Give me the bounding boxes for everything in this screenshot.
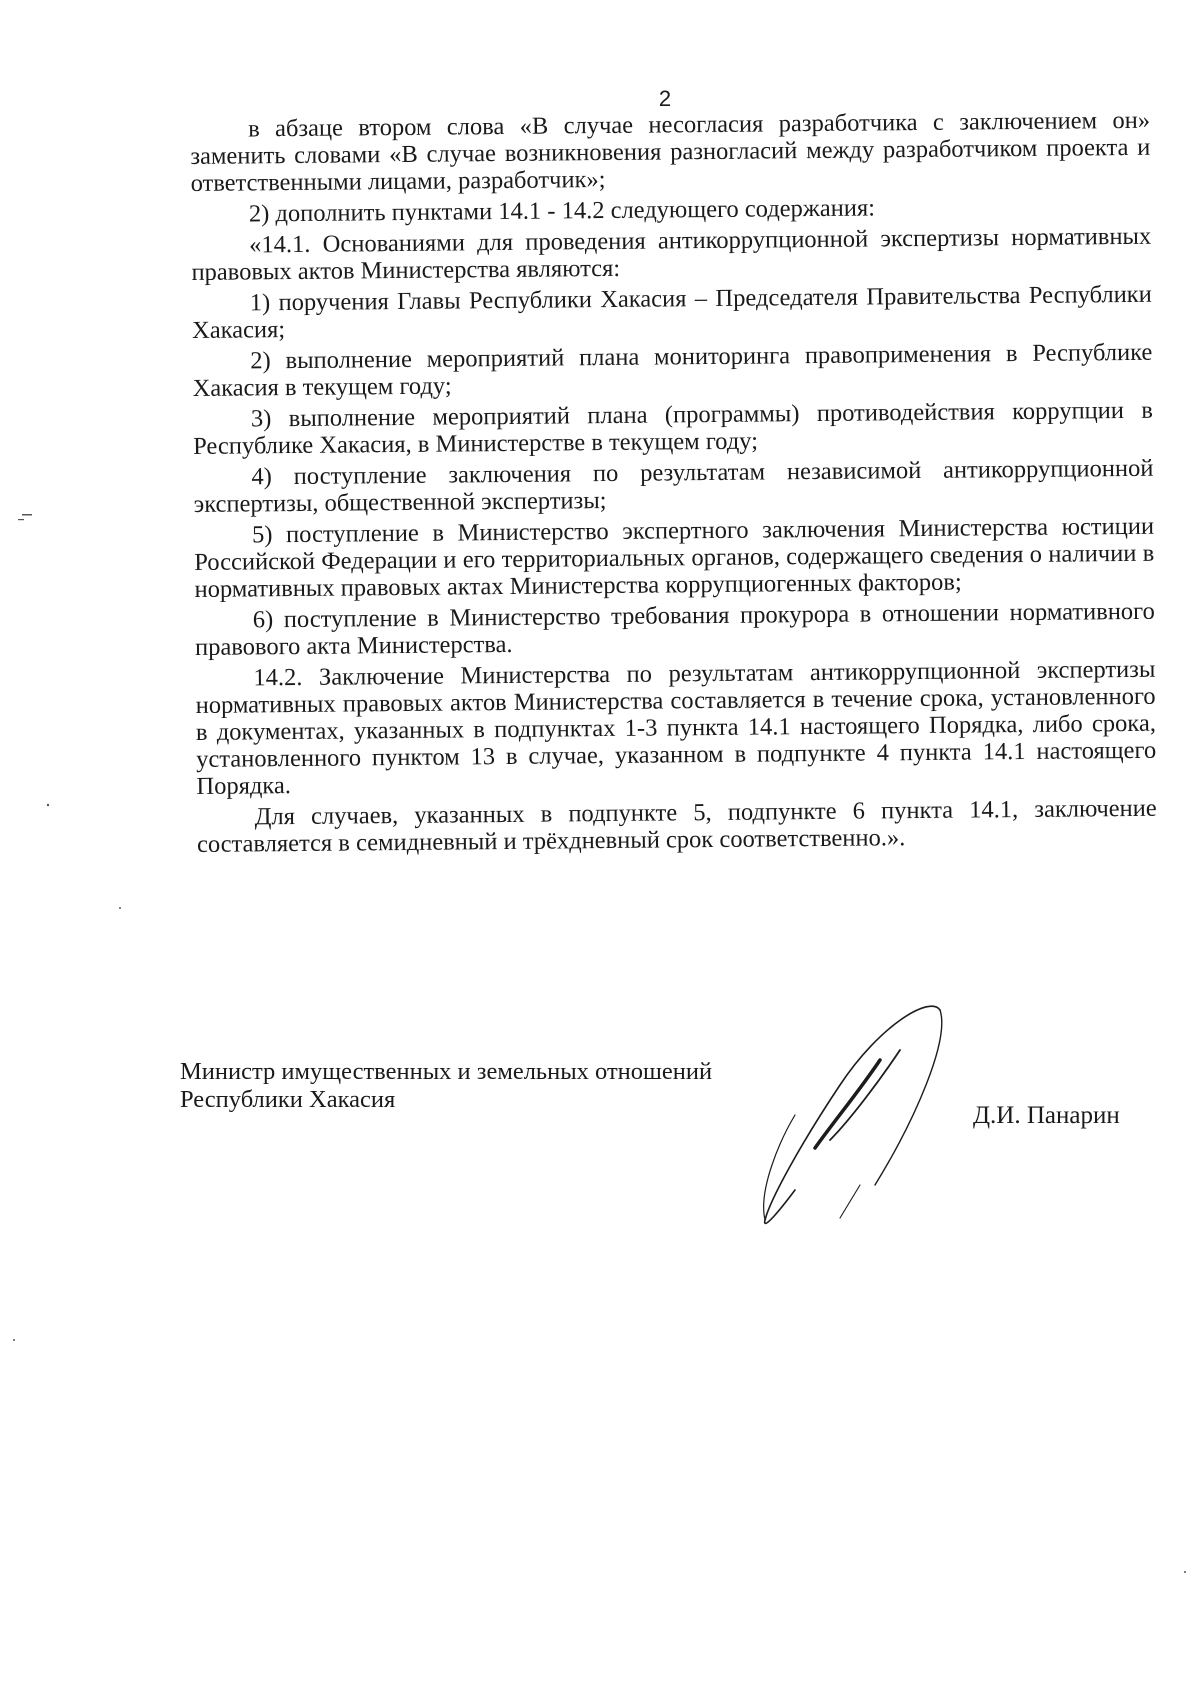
list-item-1: 1) поручения Главы Республики Хакасия – Председателя Правительства Республики Хакасия; <box>191 280 1152 344</box>
list-item-3: 3) выполнение мероприятий плана (программы) противодействия коррупции в Республике Хакасия, в Министерстве в текущем году; <box>193 396 1153 460</box>
list-item-4: 4) поступление заключения по результатам независимой антикоррупционной экспертизы, общественной экспертизы; <box>193 454 1154 518</box>
paragraph-supplement-clause: 2) дополнить пунктами 14.1 - 14.2 следующего содержания: <box>248 194 876 228</box>
paragraph-14-1-heading: «14.1. Основаниями для проведения антикоррупционной экспертизы нормативных правовых актов Министерства являются: <box>191 222 1152 286</box>
list-item-5: 5) поступление в Министерство экспертного заключения Министерства юстиции Российской Федерации и его территориальных органов, содержащего сведения о наличии в нормативных правовых актах Министерства коррупциогенных факторов; <box>194 512 1155 603</box>
list-item-6: 6) поступление в Министерство требования прокурора в отношении нормативного правового акта Министерства. <box>194 597 1155 661</box>
page-number: 2 <box>658 86 672 111</box>
signer-name: Д.И. Панарин <box>973 1102 1120 1129</box>
list-item-2: 2) выполнение мероприятий плана мониторинга правоприменения в Республике Хакасия в текущем году; <box>192 338 1153 402</box>
paragraph-14-2: 14.2. Заключение Министерства по результатам антикоррупционной экспертизы нормативных правовых актов Министерства составляется в течение срока, установленного в документах, указанных в подпунктах 1-3 пункта 14.1 настоящего Порядка, либо срока, установленного пунктом 13 в случае, указанном в подпункте 4 пункта 14.1 настоящего Порядка. <box>195 655 1157 800</box>
paragraph-deadlines: Для случаев, указанных в подпункте 5, подпункте 6 пункта 14.1, заключение составляется в семидневный и трёхдневный срок соответственно.». <box>196 794 1157 858</box>
paragraph-amendment-intro: в абзаце втором слова «В случае несогласия разработчика с заключением он» заменить словами «В случае возникновения разногласий между разработчиком проекта и ответственными лицами, разработчик»; <box>190 106 1151 197</box>
signer-position-line-2: Республики Хакасия <box>180 1086 396 1113</box>
signer-position-line-1: Министр имущественных и земельных отношений <box>180 1058 713 1085</box>
